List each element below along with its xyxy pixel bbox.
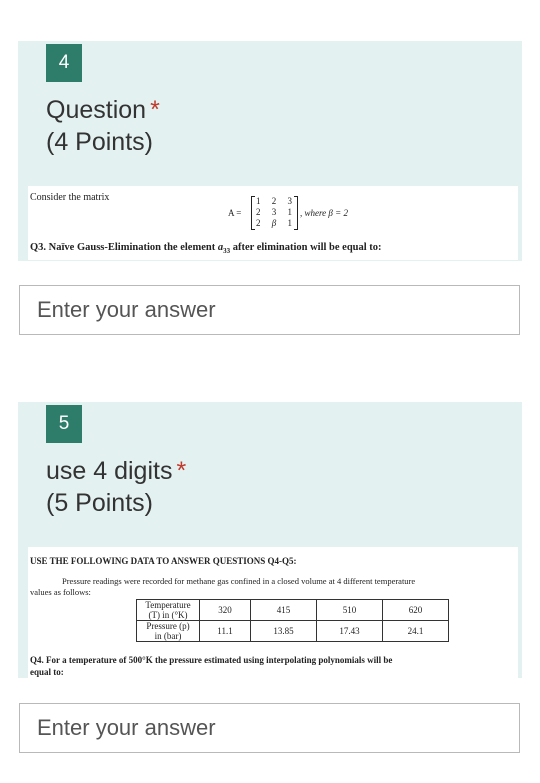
table-label-line: in (bar) [154,631,182,641]
matrix-cell: 2 [271,196,277,206]
table-row-label [137,621,200,642]
question-title-text: Question [46,96,147,124]
consider-text: Consider the matrix [30,192,110,203]
question-number-badge: 4 [46,44,82,82]
question-variable-subscript: 33 [223,247,231,256]
answer-field-q5[interactable] [19,703,520,753]
table-label-line: (T) in (°K) [148,610,188,620]
question-points: (5 Points) [46,489,153,517]
table-cell: 24.1 [383,621,449,642]
matrix-cell: 2 [256,207,261,217]
question-number-badge: 5 [46,405,82,443]
intro-line-2: values as follows: [30,587,91,597]
question-points: (4 Points) [46,128,153,156]
table-cell: 415 [251,600,317,621]
data-heading: USE THE FOLLOWING DATA TO ANSWER QUESTIONS Q4-Q5: [30,556,297,566]
question-title [46,455,186,487]
table-cell: 17.43 [317,621,383,642]
question-title [46,94,160,126]
matrix-cell: 1 [287,218,292,228]
question-line-2: equal to: [30,667,64,677]
matrix-bracket-right [294,196,298,230]
matrix-cell: 3 [287,196,292,206]
table-cell: 320 [200,600,251,621]
required-asterisk: * [150,96,160,124]
question-card-4 [18,41,522,261]
question-image [28,547,518,678]
matrix-cell: 2 [256,218,261,228]
table-label-line: Pressure (p) [146,621,190,631]
question-variable: a [217,242,224,253]
table-row-label [137,600,200,621]
matrix-lhs: A = [228,208,242,218]
question-line-1: Q4. For a temperature of 500°K the pressure estimated using interpolating polynomials will be [30,655,393,665]
matrix-body [256,196,292,229]
table-label-line: Temperature [145,600,191,610]
question-text-prefix: Q3. Naïve Gauss-Elimination the element [30,242,218,253]
table-cell: 11.1 [200,621,251,642]
table-row [137,621,449,642]
question-card-5 [18,402,522,678]
question-title-text: use 4 digits [46,457,173,485]
matrix-cell: β [271,218,277,228]
table-cell: 510 [317,600,383,621]
matrix-bracket-left [251,196,255,230]
required-asterisk: * [176,457,187,485]
answer-input-q4[interactable] [20,286,519,334]
matrix-cell: 1 [256,196,261,206]
matrix-cell: 1 [287,207,292,217]
answer-field-q4[interactable] [19,285,520,335]
intro-line-1: Pressure readings were recorded for methane gas confined in a closed volume at 4 different temperature [62,576,416,586]
matrix-where: , where β = 2 [300,208,348,218]
data-table [136,599,449,642]
question-text [30,242,382,255]
question-image [28,186,518,260]
question-text-suffix: after elimination will be equal to: [230,242,382,253]
table-cell: 620 [383,600,449,621]
answer-input-q5[interactable] [20,704,519,752]
table-row [137,600,449,621]
matrix-cell: 3 [271,207,277,217]
table-cell: 13.85 [251,621,317,642]
